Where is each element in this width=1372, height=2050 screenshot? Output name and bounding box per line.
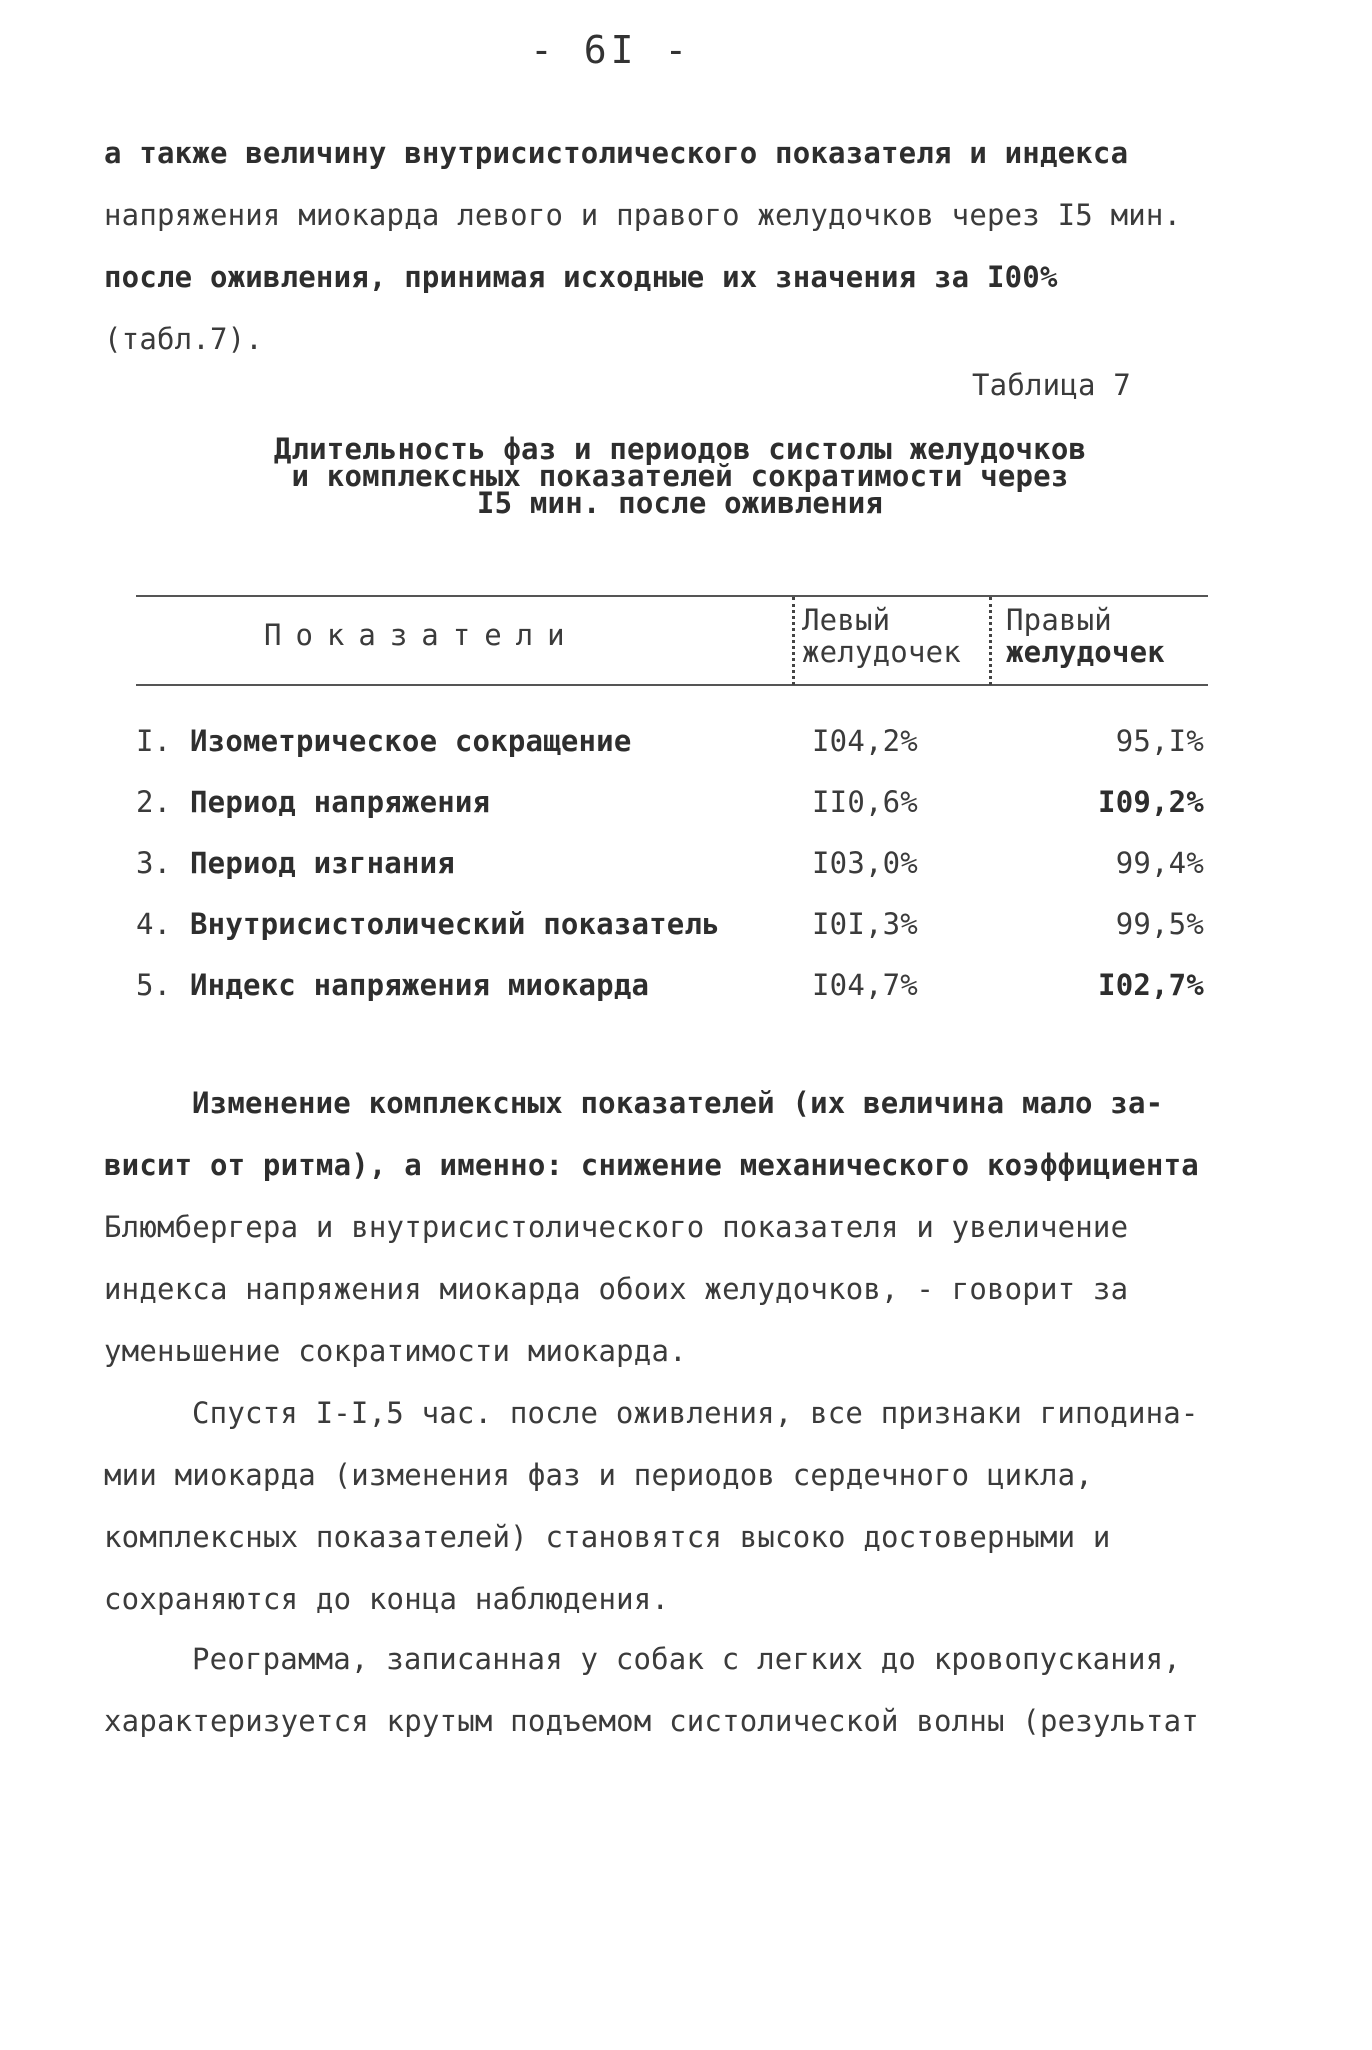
table-title-line: I5 мин. после оживления (476, 486, 884, 520)
table-body (136, 724, 1208, 1029)
row-indicator: Изометрическое сокращение (190, 724, 632, 758)
table-row (136, 968, 1208, 1029)
row-left-value: I03,0% (812, 846, 918, 880)
text-line: сохраняются до конца наблюдения. (104, 1582, 670, 1616)
row-left-value: II0,6% (812, 785, 918, 819)
row-right-value: 99,4% (1115, 846, 1204, 880)
text-line: уменьшение сократимости миокарда. (104, 1334, 687, 1368)
text-line: Изменение комплексных показателей (их величина мало за- (192, 1086, 1164, 1120)
row-right-value: 95,I% (1115, 724, 1204, 758)
column-separator (792, 597, 795, 685)
table-title-line: и комплексных показателей сократимости через (291, 459, 1069, 493)
table-title (180, 432, 1180, 520)
table-header-rule (136, 684, 1208, 686)
paragraph-rheogram (104, 1628, 1304, 1752)
row-indicator: Период напряжения (190, 785, 491, 819)
text-line: комплексных показателей) становятся высоко достоверными и (104, 1520, 1111, 1554)
row-right-value: I02,7% (1098, 968, 1204, 1002)
header-right-ventricle (1006, 604, 1196, 668)
row-indicator: Индекс напряжения миокарда (190, 968, 650, 1002)
row-left-value: I0I,3% (812, 907, 918, 941)
table-row (136, 785, 1208, 846)
row-right-value: I09,2% (1098, 785, 1204, 819)
text-line: напряжения миокарда левого и правого желудочков через I5 мин. (104, 198, 1182, 232)
paragraph-hypodynamia (104, 1382, 1304, 1630)
header-indicators: Показатели (264, 618, 579, 652)
table-row (136, 846, 1208, 907)
row-right-value: 99,5% (1115, 907, 1204, 941)
text-line: индекса напряжения миокарда обоих желудочков, - говорит за (104, 1272, 1129, 1306)
row-indicator: Внутрисистолический показатель (190, 907, 720, 941)
table-top-rule (136, 595, 1208, 597)
row-number: 5. (136, 968, 172, 1002)
text-line: после оживления, принимая исходные их значения за I00% (104, 260, 1058, 294)
row-number: 4. (136, 907, 172, 941)
text-line: Спустя I-I,5 час. после оживления, все признаки гиподина- (192, 1396, 1199, 1430)
row-indicator: Период изгнания (190, 846, 455, 880)
text-line: мии миокарда (изменения фаз и периодов сердечного цикла, (104, 1458, 1093, 1492)
header-line: желудочек (1006, 635, 1165, 669)
table-label: Таблица 7 (972, 368, 1131, 402)
intro-paragraph (104, 122, 1304, 370)
text-line: Блюмбергера и внутрисистолического показателя и увеличение (104, 1210, 1129, 1244)
row-number: 2. (136, 785, 172, 819)
row-number: I. (136, 724, 172, 758)
paragraph-complex-indicators (104, 1072, 1304, 1382)
text-line: характеризуется крутым подъемом систолической волны (результат (104, 1704, 1199, 1738)
row-left-value: I04,2% (812, 724, 918, 758)
row-left-value: I04,7% (812, 968, 918, 1002)
table-title-line: Длительность фаз и периодов систолы желудочков (273, 432, 1087, 466)
table-row (136, 907, 1208, 968)
page-number: - 6I - (530, 28, 692, 72)
text-line: висит от ритма), а именно: снижение механического коэффициента (104, 1148, 1199, 1182)
header-line: Правый (1006, 603, 1112, 637)
text-line: Реограмма, записанная у собак с легких до кровопускания, (192, 1642, 1181, 1676)
header-line: Левый (802, 603, 891, 637)
table-row (136, 724, 1208, 785)
row-number: 3. (136, 846, 172, 880)
header-left-ventricle (802, 604, 992, 668)
header-line: желудочек (802, 635, 961, 669)
text-line: (табл.7). (104, 322, 263, 356)
text-line: а также величину внутрисистолического показателя и индекса (104, 136, 1129, 170)
